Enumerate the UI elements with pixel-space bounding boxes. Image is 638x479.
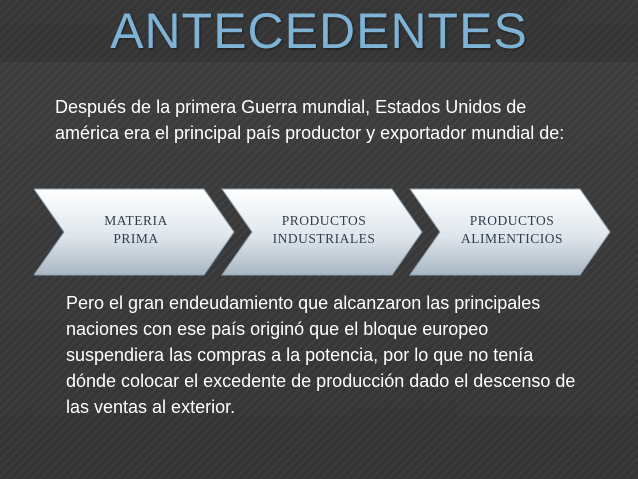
chevron-step-3-line2: ALIMENTICIOS [461,231,563,246]
chevron-step-2-line2: INDUSTRIALES [272,231,376,246]
intro-text: Después de la primera Guerra mundial, Estados Unidos de américa era el principal país productor y exportador mundial de: [55,97,565,143]
body-paragraph: Pero el gran endeudamiento que alcanzaron las principales naciones con ese país originó que el bloque europeo suspendiera las compras a la potencia, por lo que no tenía dónde colocar el excedente de producción dado el descenso de las ventas al exterior. [66,293,576,417]
chevron-step-3-line1: PRODUCTOS [469,213,555,228]
chevron-step-materia-prima [34,189,234,275]
chevron-step-1-line1: MATERIA [104,213,168,228]
chevron-step-2-line1: PRODUCTOS [281,213,367,228]
slide-title: ANTECEDENTES [110,3,528,59]
chevron-step-productos-alimenticios [410,189,610,275]
chevron-step-1-line2: PRIMA [113,231,159,246]
chevron-step-productos-industriales [222,189,422,275]
chevron-process-flow [34,187,614,277]
